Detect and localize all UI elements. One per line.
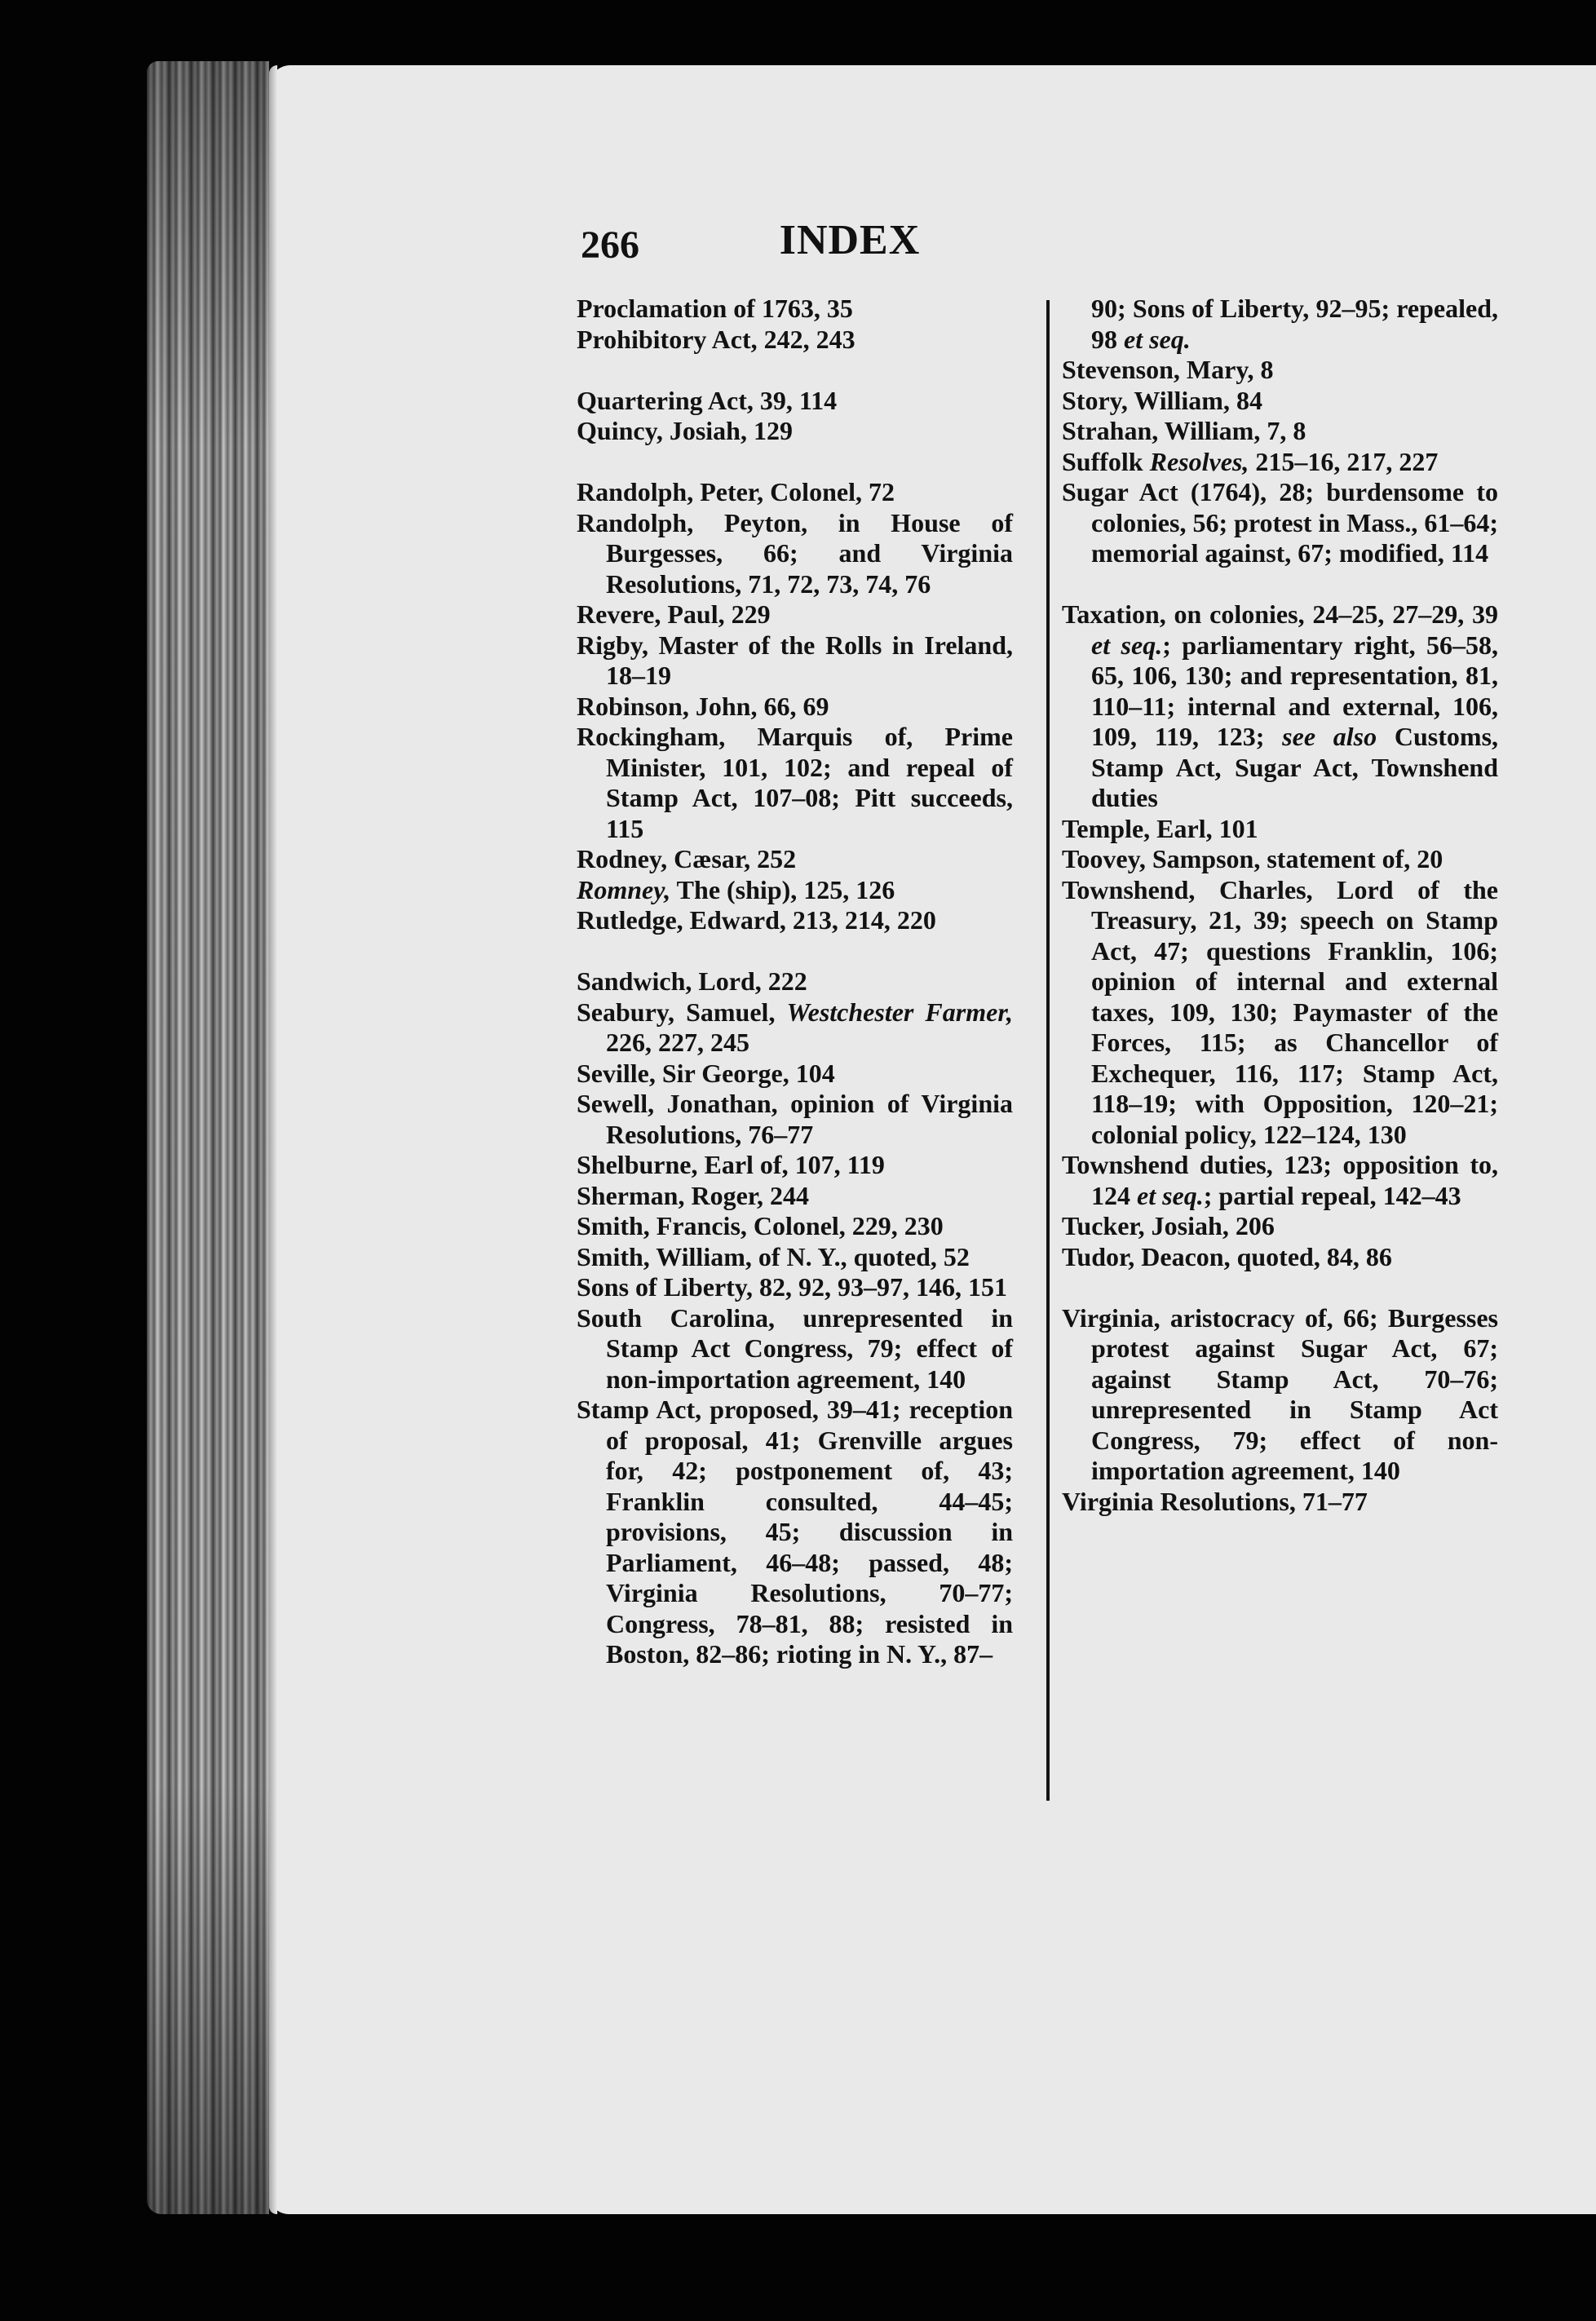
entry-gap [577, 355, 1013, 386]
index-entry: Tucker, Josiah, 206 [1062, 1211, 1275, 1240]
index-entry: Smith, Francis, Colonel, 229, 230 [577, 1211, 944, 1240]
index-entry: Randolph, Peyton, in House of Burgesses, 66; and Virginia Resolutions, 71, 72, 73, 74, 76 [577, 507, 1013, 599]
index-entry: Revere, Paul, 229 [577, 599, 771, 629]
spine-shadow [147, 61, 269, 2214]
index-entry: Sandwich, Lord, 222 [577, 966, 807, 996]
index-entry: Robinson, John, 66, 69 [577, 691, 829, 721]
index-entry: Townshend, Charles, Lord of the Treasury, 21, 39; speech on Stamp Act, 47; questions Franklin, 106; opinion of internal and external taxes, 109, 130; Paymaster of the Forces, 115; as Chancellor of Exchequer, 116, 117; Stamp Act, 118–19; with Opposition, 120–21; colonial policy, 122–124, 130 [1062, 874, 1498, 1149]
index-entry: Suffolk Resolves, 215–16, 217, 227 [1062, 446, 1439, 476]
index-entry: Stamp Act, proposed, 39–41; reception of proposal, 41; Grenville argues for, 42; postponement of, 43; Franklin consulted, 44–45; provisions, 45; discussion in Parliament, 46–48; passed, 48; Virginia Resolutions, 70–77; Congress, 78–81, 88; resisted in Boston, 82–86; rioting in N. Y., 87– [577, 1395, 1013, 1669]
index-entry: Randolph, Peter, Colonel, 72 [577, 477, 895, 506]
page-number: 266 [581, 223, 639, 267]
index-entry: Virginia, aristocracy of, 66; Burgesses protest against Sugar Act, 67; against Stamp Act, 70–76; unrepresented in Stamp Act Congress, 79; effect of non-importation agreement, 140 [1062, 1302, 1498, 1485]
page-title: INDEX [779, 217, 921, 263]
index-entry: Rockingham, Marquis of, Prime Minister, 101, 102; and repeal of Stamp Act, 107–08; Pitt succeeds, 115 [577, 722, 1013, 843]
index-entry: Stevenson, Mary, 8 [1062, 355, 1274, 384]
index-entry: Sugar Act (1764), 28; burdensome to colonies, 56; protest in Mass., 61–64; memorial against, 67; modified, 114 [1062, 477, 1498, 568]
index-entry: Story, William, 84 [1062, 385, 1262, 415]
index-column-left [577, 294, 1013, 1670]
entry-gap [577, 936, 1013, 967]
column-divider [1046, 300, 1050, 1801]
index-entry: Sherman, Roger, 244 [577, 1180, 810, 1210]
index-entry: Rodney, Cæsar, 252 [577, 844, 797, 873]
index-entry: Rutledge, Edward, 213, 214, 220 [577, 905, 936, 935]
index-entry: Townshend duties, 123; opposition to, 124 et seq.; partial repeal, 142–43 [1062, 1150, 1498, 1210]
index-entry: Rigby, Master of the Rolls in Ireland, 18–19 [577, 630, 1013, 690]
index-entry: Sons of Liberty, 82, 92, 93–97, 146, 151 [577, 1272, 1008, 1302]
entry-gap [1062, 569, 1498, 600]
index-entry: Quartering Act, 39, 114 [577, 385, 838, 415]
index-entry: Romney, The (ship), 125, 126 [577, 874, 895, 904]
index-entry: Strahan, William, 7, 8 [1062, 416, 1306, 445]
entry-gap [1062, 1272, 1498, 1303]
index-entry: Tudor, Deacon, quoted, 84, 86 [1062, 1241, 1392, 1271]
index-entry: Taxation, on colonies, 24–25, 27–29, 39 et seq.; parliamentary right, 56–58, 65, 106, 130; and representation, 81, 110–11; internal and external, 106, 109, 119, 123; see also Customs, Stamp Act, Sugar Act, Townshend duties [1062, 599, 1499, 812]
index-entry: Temple, Earl, 101 [1062, 813, 1258, 843]
index-entry: Seabury, Samuel, Westchester Farmer, 226, 227, 245 [577, 997, 1014, 1057]
page-edge-shadow [269, 65, 277, 2214]
index-entry: Quincy, Josiah, 129 [577, 416, 793, 445]
index-entry: Proclamation of 1763, 35 [577, 294, 853, 323]
index-entry: Toovey, Sampson, statement of, 20 [1062, 844, 1443, 873]
index-entry: 90; Sons of Liberty, 92–95; repealed, 98 et seq. [1091, 294, 1498, 354]
index-entry: South Carolina, unrepresented in Stamp Act Congress, 79; effect of non-importation agreement, 140 [577, 1302, 1013, 1394]
index-entry: Sewell, Jonathan, opinion of Virginia Resolutions, 76–77 [577, 1089, 1013, 1149]
index-entry: Smith, William, of N. Y., quoted, 52 [577, 1241, 970, 1271]
entry-gap [577, 447, 1013, 478]
index-column-right [1062, 294, 1498, 1517]
index-entry: Virginia Resolutions, 71–77 [1062, 1486, 1368, 1516]
index-entry: Seville, Sir George, 104 [577, 1058, 835, 1088]
page-header [581, 216, 1119, 281]
index-entry: Prohibitory Act, 242, 243 [577, 324, 855, 354]
index-entry: Shelburne, Earl of, 107, 119 [577, 1150, 885, 1179]
